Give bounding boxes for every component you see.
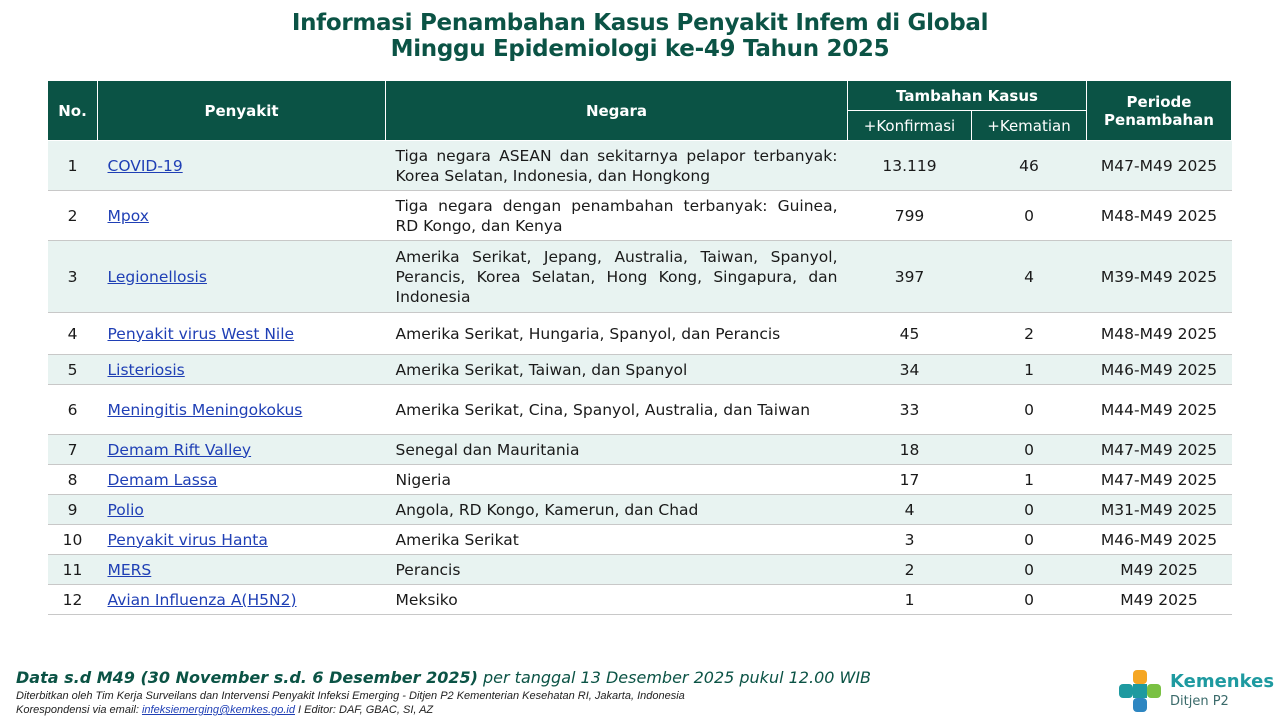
publisher-note: Diterbitkan oleh Tim Kerja Surveilans dan Intervensi Penyakit Infeksi Emerging - Ditjen P2 Kementerian Kesehatan RI, Jakarta, Indonesia	[16, 690, 685, 702]
data-period-bold: Data s.d M49 (30 November s.d. 6 Desember 2025)	[16, 668, 478, 687]
row-penyakit-link[interactable]: Listeriosis	[107, 360, 185, 379]
table-row	[48, 435, 1232, 465]
row-kematian: 0	[972, 525, 1087, 555]
contact-note	[16, 704, 433, 716]
row-konfirmasi: 33	[848, 385, 972, 435]
row-kematian: 46	[972, 141, 1087, 191]
row-periode: M47-M49 2025	[1087, 465, 1232, 495]
row-konfirmasi: 2	[848, 555, 972, 585]
row-periode: M31-M49 2025	[1087, 495, 1232, 525]
header-negara: Negara	[386, 81, 848, 141]
row-negara: Amerika Serikat, Hungaria, Spanyol, dan Perancis	[386, 313, 848, 355]
header-periode	[1087, 81, 1232, 141]
row-konfirmasi: 3	[848, 525, 972, 555]
row-periode: M48-M49 2025	[1087, 191, 1232, 241]
row-no: 3	[48, 241, 98, 313]
header-penyakit: Penyakit	[98, 81, 386, 141]
row-penyakit	[98, 385, 386, 435]
row-kematian: 0	[972, 585, 1087, 615]
row-negara: Nigeria	[386, 465, 848, 495]
row-negara: Amerika Serikat, Taiwan, dan Spanyol	[386, 355, 848, 385]
table-row	[48, 495, 1232, 525]
table-row	[48, 141, 1232, 191]
row-negara: Amerika Serikat	[386, 525, 848, 555]
row-negara: Meksiko	[386, 585, 848, 615]
contact-prefix: Korespondensi via email:	[16, 704, 142, 716]
row-penyakit-link[interactable]: Meningitis Meningokokus	[107, 400, 303, 419]
row-konfirmasi: 45	[848, 313, 972, 355]
row-konfirmasi: 4	[848, 495, 972, 525]
row-kematian: 0	[972, 555, 1087, 585]
row-negara: Tiga negara dengan penambahan terbanyak: Guinea, RD Kongo, dan Kenya	[386, 191, 848, 241]
data-period-rest: per tanggal 13 Desember 2025 pukul 12.00 WIB	[477, 668, 872, 687]
row-negara: Amerika Serikat, Cina, Spanyol, Australia, dan Taiwan	[386, 385, 848, 435]
row-periode: M39-M49 2025	[1087, 241, 1232, 313]
row-penyakit-link[interactable]: Penyakit virus Hanta	[107, 530, 268, 549]
header-konfirmasi: +Konfirmasi	[848, 111, 972, 141]
row-penyakit	[98, 555, 386, 585]
row-no: 6	[48, 385, 98, 435]
row-penyakit	[98, 355, 386, 385]
page-title	[0, 10, 1280, 62]
row-penyakit	[98, 241, 386, 313]
row-penyakit-link[interactable]: Demam Lassa	[107, 470, 218, 489]
row-kematian: 0	[972, 495, 1087, 525]
logo-sub: Ditjen P2	[1170, 694, 1229, 709]
row-penyakit-link[interactable]: Polio	[107, 500, 144, 519]
row-konfirmasi: 34	[848, 355, 972, 385]
row-no: 5	[48, 355, 98, 385]
title-line-2: Minggu Epidemiologi ke-49 Tahun 2025	[390, 36, 890, 62]
table-row	[48, 241, 1232, 313]
row-periode: M46-M49 2025	[1087, 355, 1232, 385]
row-periode: M47-M49 2025	[1087, 435, 1232, 465]
row-penyakit	[98, 313, 386, 355]
table-row	[48, 355, 1232, 385]
row-periode: M46-M49 2025	[1087, 525, 1232, 555]
row-konfirmasi: 13.119	[848, 141, 972, 191]
row-periode: M49 2025	[1087, 555, 1232, 585]
row-konfirmasi: 397	[848, 241, 972, 313]
row-kematian: 1	[972, 355, 1087, 385]
header-kematian: +Kematian	[972, 111, 1087, 141]
row-kematian: 0	[972, 385, 1087, 435]
row-kematian: 0	[972, 435, 1087, 465]
row-konfirmasi: 18	[848, 435, 972, 465]
logo-name: Kemenkes	[1170, 671, 1275, 692]
table-row	[48, 525, 1232, 555]
table-row	[48, 555, 1232, 585]
table-row	[48, 465, 1232, 495]
row-penyakit-link[interactable]: Mpox	[107, 206, 149, 225]
row-no: 4	[48, 313, 98, 355]
row-penyakit	[98, 141, 386, 191]
row-negara: Amerika Serikat, Jepang, Australia, Taiwan, Spanyol, Perancis, Korea Selatan, Hong Kong, Singapura, dan Indonesia	[386, 241, 848, 313]
row-penyakit-link[interactable]: Legionellosis	[107, 267, 207, 286]
row-no: 10	[48, 525, 98, 555]
header-periode-line1: Periode	[1126, 92, 1192, 111]
row-penyakit-link[interactable]: Penyakit virus West Nile	[107, 324, 295, 343]
row-penyakit	[98, 465, 386, 495]
editor-note: I Editor: DAF, GBAC, SI, AZ	[294, 704, 434, 716]
row-konfirmasi: 17	[848, 465, 972, 495]
row-no: 7	[48, 435, 98, 465]
row-no: 8	[48, 465, 98, 495]
row-negara: Senegal dan Mauritania	[386, 435, 848, 465]
header-no: No.	[48, 81, 98, 141]
row-penyakit	[98, 525, 386, 555]
row-kematian: 4	[972, 241, 1087, 313]
row-konfirmasi: 1	[848, 585, 972, 615]
row-periode: M44-M49 2025	[1087, 385, 1232, 435]
row-no: 9	[48, 495, 98, 525]
row-penyakit	[98, 191, 386, 241]
row-negara: Angola, RD Kongo, Kamerun, dan Chad	[386, 495, 848, 525]
row-no: 11	[48, 555, 98, 585]
row-penyakit-link[interactable]: Avian Influenza A(H5N2)	[107, 590, 297, 609]
row-periode: M48-M49 2025	[1087, 313, 1232, 355]
data-period-note	[16, 668, 871, 687]
case-table	[47, 80, 1232, 615]
title-line-1: Informasi Penambahan Kasus Penyakit Infem di Global	[291, 10, 989, 36]
row-konfirmasi: 799	[848, 191, 972, 241]
row-periode: M49 2025	[1087, 585, 1232, 615]
row-penyakit-link[interactable]: COVID-19	[107, 156, 183, 175]
row-no: 12	[48, 585, 98, 615]
row-kematian: 1	[972, 465, 1087, 495]
row-negara: Perancis	[386, 555, 848, 585]
row-penyakit-link[interactable]: MERS	[107, 560, 152, 579]
table-row	[48, 313, 1232, 355]
table-row	[48, 385, 1232, 435]
row-negara: Tiga negara ASEAN dan sekitarnya pelapor terbanyak: Korea Selatan, Indonesia, dan Hongkong	[386, 141, 848, 191]
table-row	[48, 191, 1232, 241]
row-no: 2	[48, 191, 98, 241]
row-penyakit	[98, 495, 386, 525]
header-periode-line2: Penambahan	[1104, 110, 1214, 129]
table-row	[48, 585, 1232, 615]
row-periode: M47-M49 2025	[1087, 141, 1232, 191]
row-no: 1	[48, 141, 98, 191]
kemenkes-logo	[1115, 666, 1275, 716]
kemenkes-logo-icon	[1115, 666, 1165, 716]
row-kematian: 0	[972, 191, 1087, 241]
row-penyakit-link[interactable]: Demam Rift Valley	[107, 440, 252, 459]
row-penyakit	[98, 435, 386, 465]
row-kematian: 2	[972, 313, 1087, 355]
contact-email-link[interactable]: infeksiemerging@kemkes.go.id	[141, 704, 295, 716]
row-penyakit	[98, 585, 386, 615]
header-tambahan-kasus: Tambahan Kasus	[848, 81, 1087, 111]
